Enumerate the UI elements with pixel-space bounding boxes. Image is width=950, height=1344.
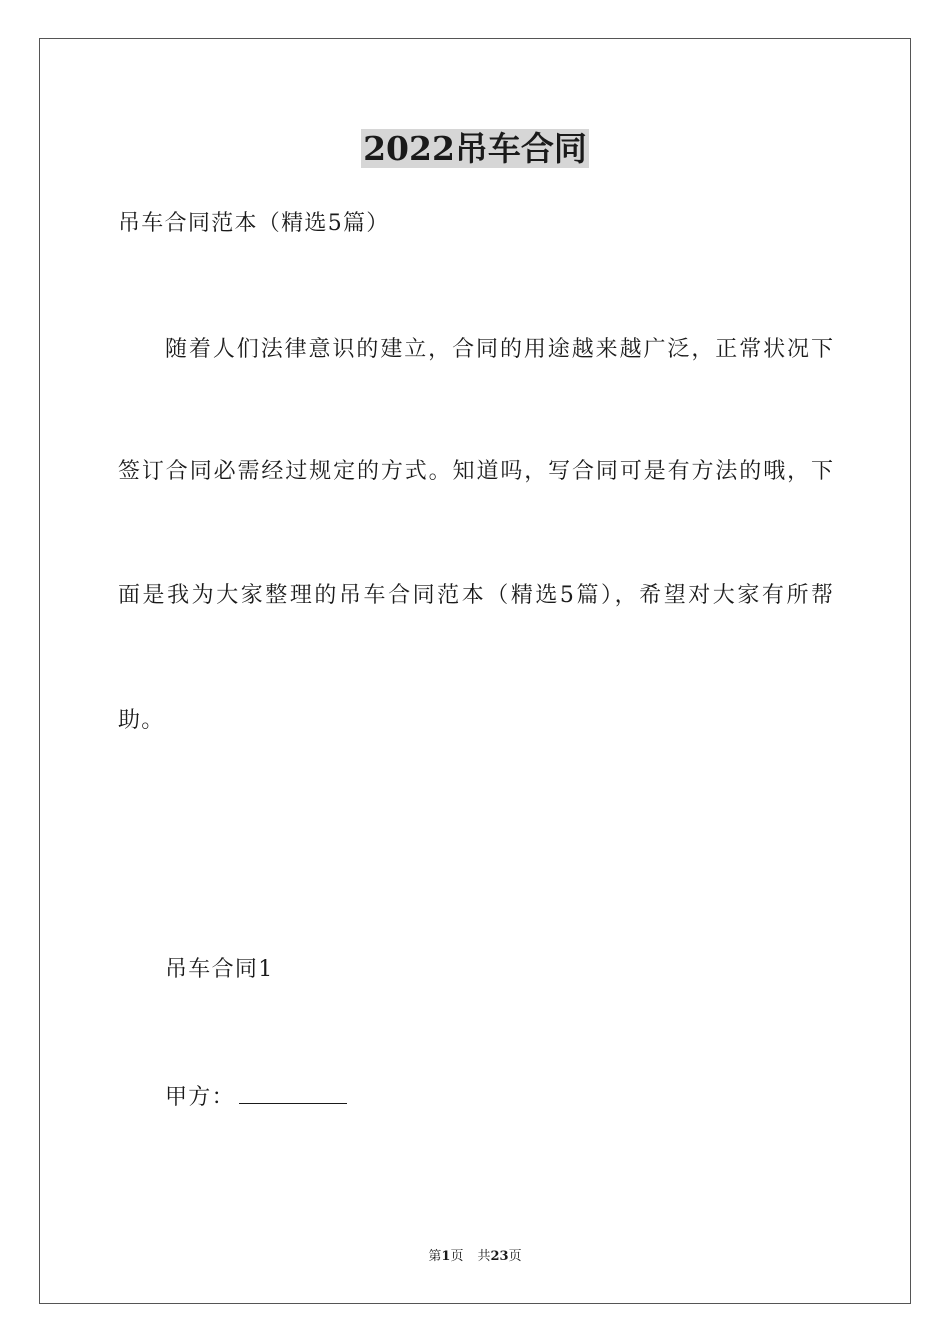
title-text: 2022吊车合同 [363, 129, 587, 168]
total-prefix: 共 [477, 1249, 491, 1264]
intro-line-3: 面是我为大家整理的吊车合同范本（精选5篇），希望对大家有所帮 [118, 583, 833, 608]
party-a-blank [239, 1081, 347, 1104]
intro-line-1: 随着人们法律意识的建立，合同的用途越来越广泛，正常状况下 [165, 337, 833, 362]
page-suffix: 页 [450, 1249, 464, 1264]
document-subtitle: 吊车合同范本（精选5篇） [118, 211, 390, 236]
intro-line-4: 助。 [118, 708, 165, 733]
party-a-label: 甲方： [165, 1085, 235, 1110]
section-heading: 吊车合同1 [165, 957, 274, 982]
page-total: 23 [490, 1249, 509, 1264]
page-prefix: 第 [428, 1249, 442, 1264]
page-current: 1 [441, 1249, 451, 1264]
document-title [0, 127, 950, 171]
party-a-line [165, 1081, 347, 1113]
intro-line-2: 签订合同必需经过规定的方式。知道吗，写合同可是有方法的哦，下 [118, 459, 833, 484]
page-footer [0, 1248, 950, 1266]
total-suffix: 页 [508, 1249, 522, 1264]
